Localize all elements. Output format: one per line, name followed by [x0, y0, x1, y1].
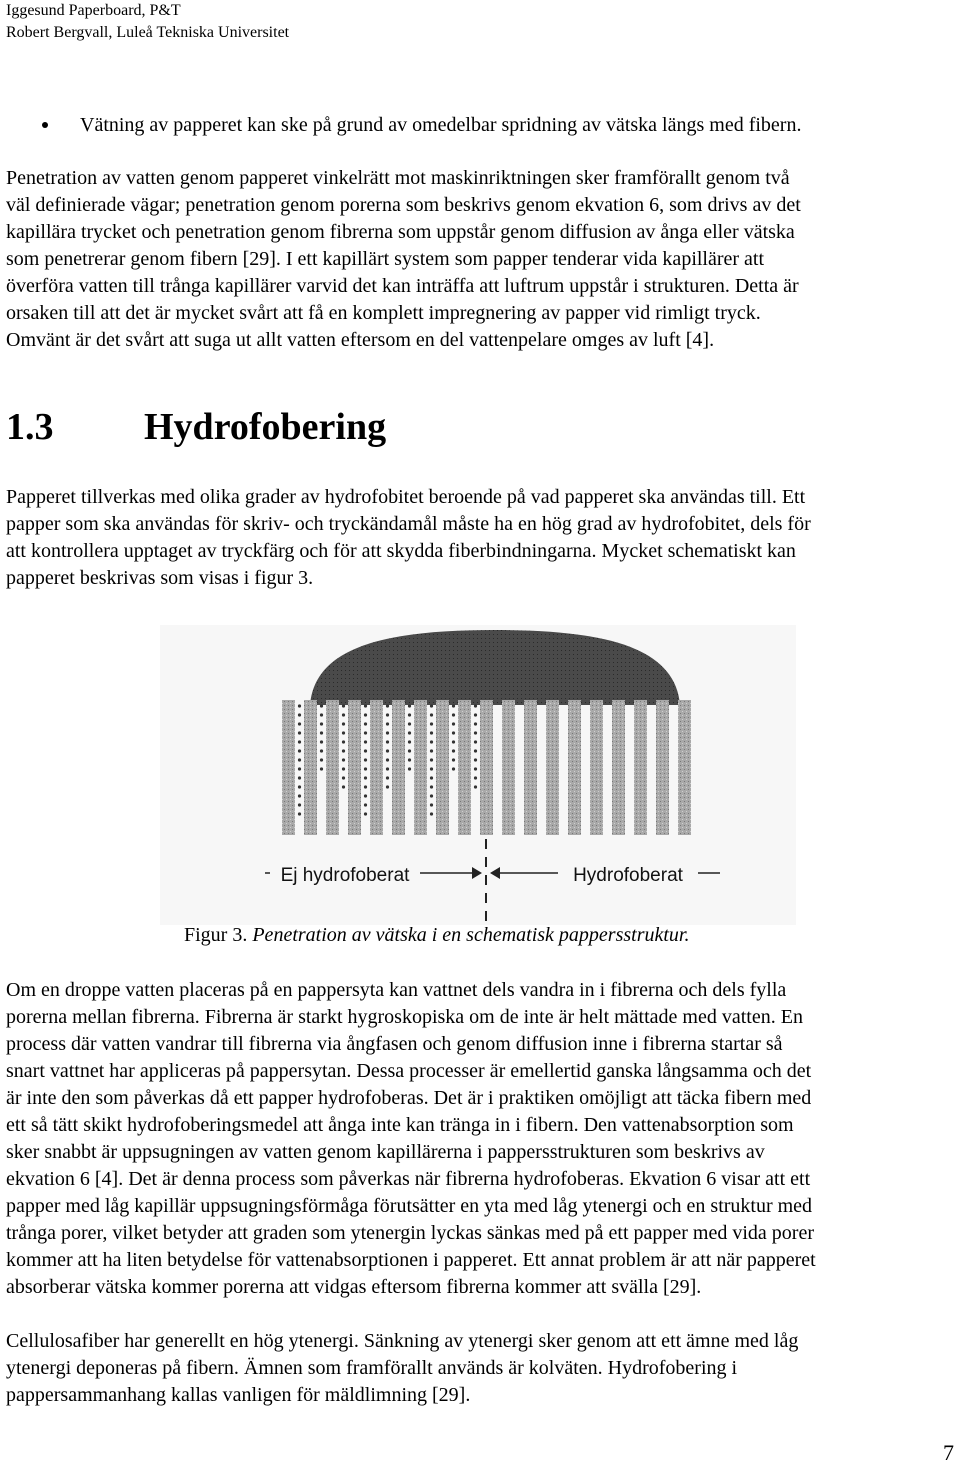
- header-line-2: Robert Bergvall, Luleå Tekniska Universitet: [6, 24, 290, 41]
- text-line: är inte den som påverkas då ett papper hydrofoberas. Det är i praktiken omöjligt att täcka fibern med: [6, 1087, 812, 1109]
- pore-dot: [386, 767, 389, 770]
- pore-dot: [320, 731, 323, 734]
- pore-dot: [430, 704, 433, 707]
- paragraph-penetration: [6, 165, 954, 354]
- pore-dot: [452, 704, 455, 707]
- pore-dot: [386, 749, 389, 752]
- pore-dot: [430, 776, 433, 779]
- pore-dot: [298, 758, 301, 761]
- pore-dot: [298, 803, 301, 806]
- figure-paper-structure: [160, 625, 796, 925]
- pore-dot: [298, 749, 301, 752]
- fiber: [678, 700, 691, 835]
- text-line: trånga porer, vilket betyder att graden som ytenergin lyckas sänkas med på ett papper med vida porer: [6, 1222, 814, 1244]
- pore-dot: [386, 731, 389, 734]
- pore-dot: [430, 812, 433, 815]
- pore-dot: [386, 722, 389, 725]
- section-title: Hydrofobering: [144, 406, 387, 448]
- fiber: [348, 700, 361, 835]
- text-line: ytenergi deponeras på fibern. Ämnen som framförallt används är kolväten. Hydrofobering i: [6, 1357, 738, 1379]
- pore-dot: [298, 776, 301, 779]
- pore-dot: [320, 722, 323, 725]
- section-heading: [6, 404, 386, 450]
- pore-dot: [430, 758, 433, 761]
- pore-dot: [474, 722, 477, 725]
- pore-dot: [342, 758, 345, 761]
- fiber: [370, 700, 383, 835]
- pore-dot: [364, 785, 367, 788]
- label-left: Ej hydrofoberat: [280, 865, 410, 886]
- paragraph-water-drop: [6, 977, 954, 1301]
- pore-dot: [320, 713, 323, 716]
- pore-dot: [386, 758, 389, 761]
- pore-dot: [452, 722, 455, 725]
- pore-dot: [342, 713, 345, 716]
- pore-dot: [452, 767, 455, 770]
- pore-dot: [298, 713, 301, 716]
- pore-dot: [342, 731, 345, 734]
- text-line: överföra vatten till trånga kapillärer varvid det kan inträffa att luftrum uppstår i strukturen. Detta är: [6, 275, 799, 297]
- pore-dot: [364, 704, 367, 707]
- bullet-text: Vätning av papperet kan ske på grund av omedelbar spridning av vätska längs med fibern.: [80, 114, 802, 136]
- pore-dot: [408, 749, 411, 752]
- pore-dot: [364, 803, 367, 806]
- pore-dot: [386, 713, 389, 716]
- fiber: [304, 700, 317, 835]
- pore-dot: [320, 758, 323, 761]
- text-line: Cellulosafiber har generellt en hög ytenergi. Sänkning av ytenergi sker genom att ett ämne med låg: [6, 1330, 799, 1352]
- text-line: papper som ska användas för skriv- och tryckändamål måste ha en hög grad av hydrofobitet, dels för: [6, 513, 811, 535]
- pore-dot: [298, 812, 301, 815]
- pore-dot: [364, 767, 367, 770]
- text-line: ett så tätt skikt hydrofoberingsmedel att ånga inte kan tränga in i fibern. Den vattenabsorption som: [6, 1114, 794, 1136]
- pore-dot: [364, 758, 367, 761]
- pore-dot: [452, 713, 455, 716]
- pore-dot: [364, 731, 367, 734]
- pore-dot: [298, 740, 301, 743]
- pore-dot: [342, 704, 345, 707]
- pore-dot: [298, 704, 301, 707]
- fiber: [458, 700, 471, 835]
- pore-dot: [320, 704, 323, 707]
- page-number: 7: [943, 1440, 954, 1465]
- pore-dot: [430, 722, 433, 725]
- pore-dot: [298, 722, 301, 725]
- header-line-1: Iggesund Paperboard, P&T: [6, 2, 181, 19]
- paragraph-hydrofobering-intro: [6, 484, 954, 592]
- text-line: papper med låg kapillär uppsugningsförmåga förutsätter en yta med låg ytenergi och en struktur med: [6, 1195, 813, 1217]
- text-line: snart vattnet har appliceras på pappersytan. Dessa processer är emellertid ganska långsamma och det: [6, 1060, 812, 1082]
- text-line: att kontrollera upptaget av tryckfärg och för att skydda fiberbindningarna. Mycket schematiskt kan: [6, 540, 796, 562]
- fiber: [282, 700, 295, 835]
- text-line: Papperet tillverkas med olika grader av hydrofobitet beroende på vad papperet ska användas till. Ett: [6, 486, 806, 508]
- fiber: [414, 700, 427, 835]
- pore-dot: [386, 740, 389, 743]
- pore-dot: [364, 794, 367, 797]
- pore-dot: [342, 722, 345, 725]
- pore-dot: [298, 731, 301, 734]
- pore-dot: [474, 776, 477, 779]
- pore-dot: [320, 749, 323, 752]
- figure-caption: [184, 922, 690, 948]
- fiber: [590, 700, 603, 835]
- pore-dot: [452, 740, 455, 743]
- pore-dot: [408, 704, 411, 707]
- pore-dot: [474, 749, 477, 752]
- text-line: porerna mellan fibrerna. Fibrerna är starkt hygroskopiska om de inte är helt mättade med vatten. En: [6, 1006, 803, 1028]
- pore-dot: [342, 785, 345, 788]
- pore-dot: [364, 776, 367, 779]
- fiber: [480, 700, 493, 835]
- pore-dot: [342, 749, 345, 752]
- section-number: 1.3: [6, 406, 54, 448]
- text-line: väl definierade vägar; penetration genom porerna som beskrivs genom ekvation 6, som drivs av det: [6, 194, 801, 216]
- fiber: [502, 700, 515, 835]
- pore-dot: [364, 749, 367, 752]
- text-line: ekvation 6 [4]. Det är denna process som påverkas när fibrerna hydrofoberas. Ekvation 6 visar att ett: [6, 1168, 811, 1190]
- fiber: [612, 700, 625, 835]
- text-line: Penetration av vatten genom papperet vinkelrätt mot maskinriktningen sker framförallt genom två: [6, 167, 790, 189]
- pore-dot: [298, 767, 301, 770]
- pore-dot: [408, 758, 411, 761]
- pore-dot: [474, 785, 477, 788]
- pore-dot: [474, 731, 477, 734]
- pore-dot: [320, 767, 323, 770]
- pore-dot: [298, 785, 301, 788]
- pore-dot: [408, 713, 411, 716]
- fiber: [392, 700, 405, 835]
- pore-dot: [474, 767, 477, 770]
- bullet-dot-icon: [42, 122, 48, 128]
- text-line: process där vatten vandrar till fibrerna via ångfasen och genom diffusion inne i fibrerna startar så: [6, 1033, 783, 1055]
- text-line: Omvänt är det svårt att suga ut allt vatten eftersom en del vattenpelare omges av luft [4].: [6, 329, 715, 351]
- text-line: pappersammanhang kallas vanligen för mäldlimning [29].: [6, 1384, 471, 1406]
- fiber: [568, 700, 581, 835]
- text-line: papperet beskrivas som visas i figur 3.: [6, 567, 314, 589]
- pore-dot: [364, 740, 367, 743]
- fiber: [546, 700, 559, 835]
- caption-prefix: Figur 3.: [184, 924, 253, 946]
- pore-dot: [298, 794, 301, 797]
- pore-dot: [408, 740, 411, 743]
- text-line: Om en droppe vatten placeras på en pappersyta kan vattnet dels vandra in i fibrerna och dels fylla: [6, 979, 787, 1001]
- label-right: Hydrofoberat: [573, 865, 683, 886]
- pore-dot: [430, 731, 433, 734]
- pore-dot: [386, 776, 389, 779]
- pore-dot: [452, 731, 455, 734]
- fiber: [524, 700, 537, 835]
- page-header: [6, 0, 289, 44]
- pore-dot: [408, 731, 411, 734]
- pore-dot: [342, 740, 345, 743]
- fiber: [326, 700, 339, 835]
- pore-dot: [430, 713, 433, 716]
- text-line: som penetrerar genom fibern [29]. I ett kapillärt system som papper tenderar vida kapillärer att: [6, 248, 765, 270]
- pore-dot: [430, 767, 433, 770]
- text-line: kapillära trycket och penetration genom fibrerna som uppstår genom diffusion av ånga eller vätska: [6, 221, 795, 243]
- caption-text: Penetration av vätska i en schematisk pappersstruktur.: [252, 924, 690, 946]
- fiber: [436, 700, 449, 835]
- fiber: [656, 700, 669, 835]
- pore-dot: [364, 812, 367, 815]
- pore-dot: [430, 785, 433, 788]
- paper-structure-illustration: [160, 625, 796, 925]
- fiber: [634, 700, 647, 835]
- pore-dot: [452, 749, 455, 752]
- pore-dot: [474, 740, 477, 743]
- pore-dot: [342, 776, 345, 779]
- pore-dot: [386, 785, 389, 788]
- paragraph-cellulose: [6, 1328, 954, 1409]
- pore-dot: [474, 713, 477, 716]
- text-line: orsaken till att det är mycket svårt att få en komplett impregnering av papper vid rimligt tryck.: [6, 302, 761, 324]
- pore-dot: [430, 740, 433, 743]
- pore-dot: [342, 767, 345, 770]
- pore-dot: [474, 758, 477, 761]
- pore-dot: [430, 803, 433, 806]
- pore-dot: [408, 767, 411, 770]
- text-line: kommer att ha liten betydelse för vattenabsorptionen i papperet. Ett annat problem är att när papperet: [6, 1249, 816, 1271]
- text-line: absorberar vätska kommer porerna att vidgas eftersom fibrerna kommer att svälla [29].: [6, 1276, 702, 1298]
- pore-dot: [430, 749, 433, 752]
- pore-dot: [430, 794, 433, 797]
- pore-dot: [320, 740, 323, 743]
- pore-dot: [364, 713, 367, 716]
- pore-dot: [408, 722, 411, 725]
- pore-dot: [364, 722, 367, 725]
- pore-dot: [474, 704, 477, 707]
- text-line: sker snabbt är uppsugningen av vatten genom kapillärerna i pappersstrukturen som beskrivs av: [6, 1141, 765, 1163]
- pore-dot: [452, 758, 455, 761]
- pore-dot: [386, 704, 389, 707]
